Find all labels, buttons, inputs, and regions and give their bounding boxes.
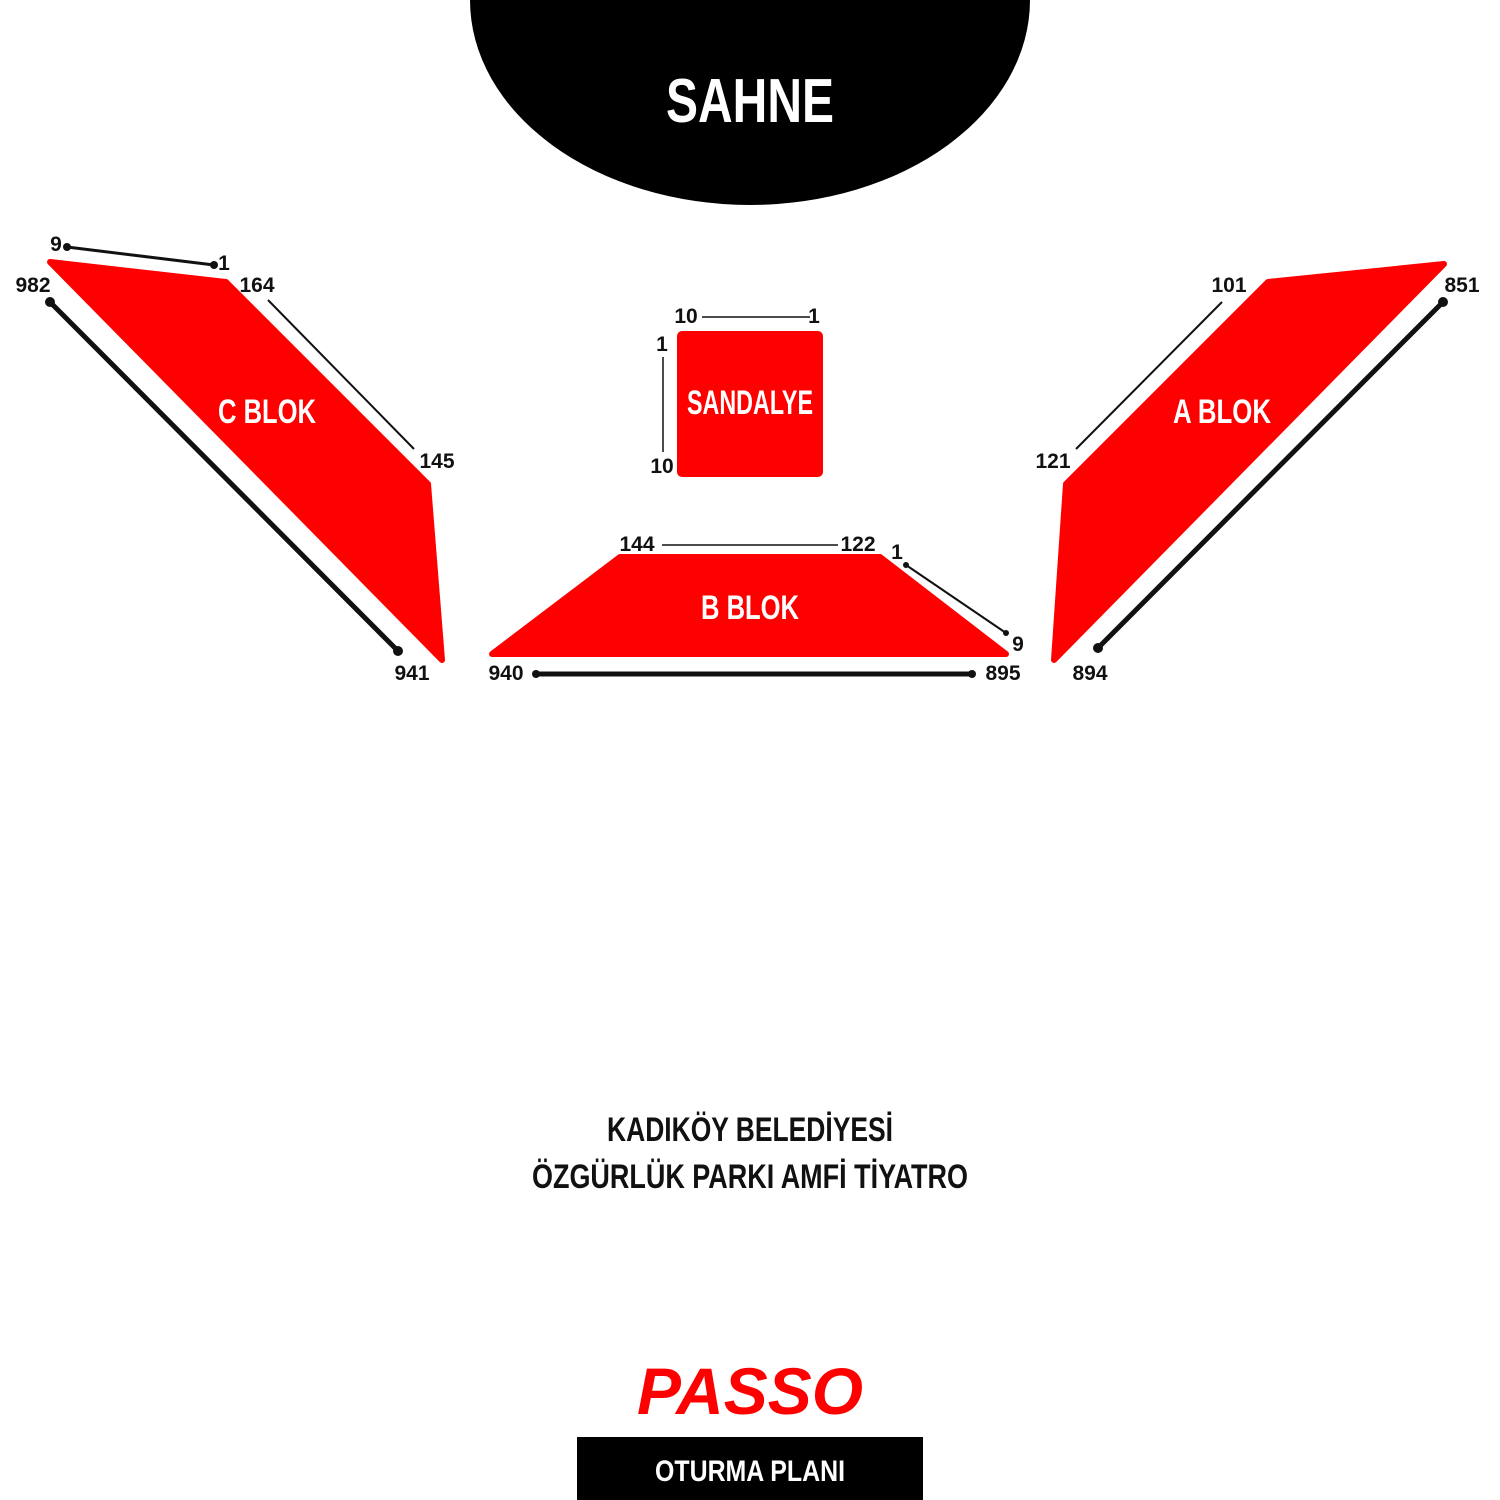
venue-line-2: ÖZGÜRLÜK PARKI AMFİ TİYATRO [532, 1158, 968, 1196]
seat-number: 121 [1035, 450, 1071, 473]
block-sandalye-label: SANDALYE [687, 384, 813, 422]
stage[interactable] [470, 0, 1030, 205]
seat-number: 145 [419, 450, 455, 473]
venue-title [532, 1111, 968, 1196]
block-b-label: B BLOK [701, 589, 800, 627]
seat-number: 894 [1072, 662, 1108, 685]
seat-number: 164 [239, 274, 275, 297]
block-a-shape [1054, 264, 1444, 660]
block-sandalye[interactable] [650, 305, 823, 478]
block-a-label: A BLOK [1173, 393, 1272, 431]
seat-number: 1 [218, 252, 230, 275]
seat-number: 1 [891, 541, 903, 564]
venue-line-1: KADIKÖY BELEDİYESİ [607, 1111, 893, 1149]
block-b[interactable] [488, 533, 1023, 685]
stage-label: SAHNE [666, 67, 834, 136]
seat-number: 1 [808, 305, 820, 328]
block-c-label: C BLOK [218, 393, 317, 431]
seat-number: 101 [1211, 274, 1247, 297]
block-a[interactable] [1035, 264, 1479, 685]
seat-number: 122 [840, 533, 876, 556]
seat-number: 982 [15, 274, 51, 297]
passo-logo: PASSO [637, 1354, 863, 1428]
seat-number: 10 [650, 455, 674, 478]
seat-number: 9 [1012, 633, 1024, 656]
block-c-shape [50, 262, 442, 660]
block-c[interactable] [15, 233, 454, 685]
seat-number: 144 [619, 533, 655, 556]
seat-number: 9 [50, 233, 62, 256]
seat-number: 941 [394, 662, 430, 685]
seat-number: 895 [985, 662, 1021, 685]
brand [577, 1354, 923, 1500]
seat-number: 940 [488, 662, 524, 685]
seat-number: 10 [674, 305, 698, 328]
seat-number: 851 [1444, 274, 1480, 297]
seat-number: 1 [656, 333, 668, 356]
caption-label: OTURMA PLANI [655, 1455, 845, 1488]
